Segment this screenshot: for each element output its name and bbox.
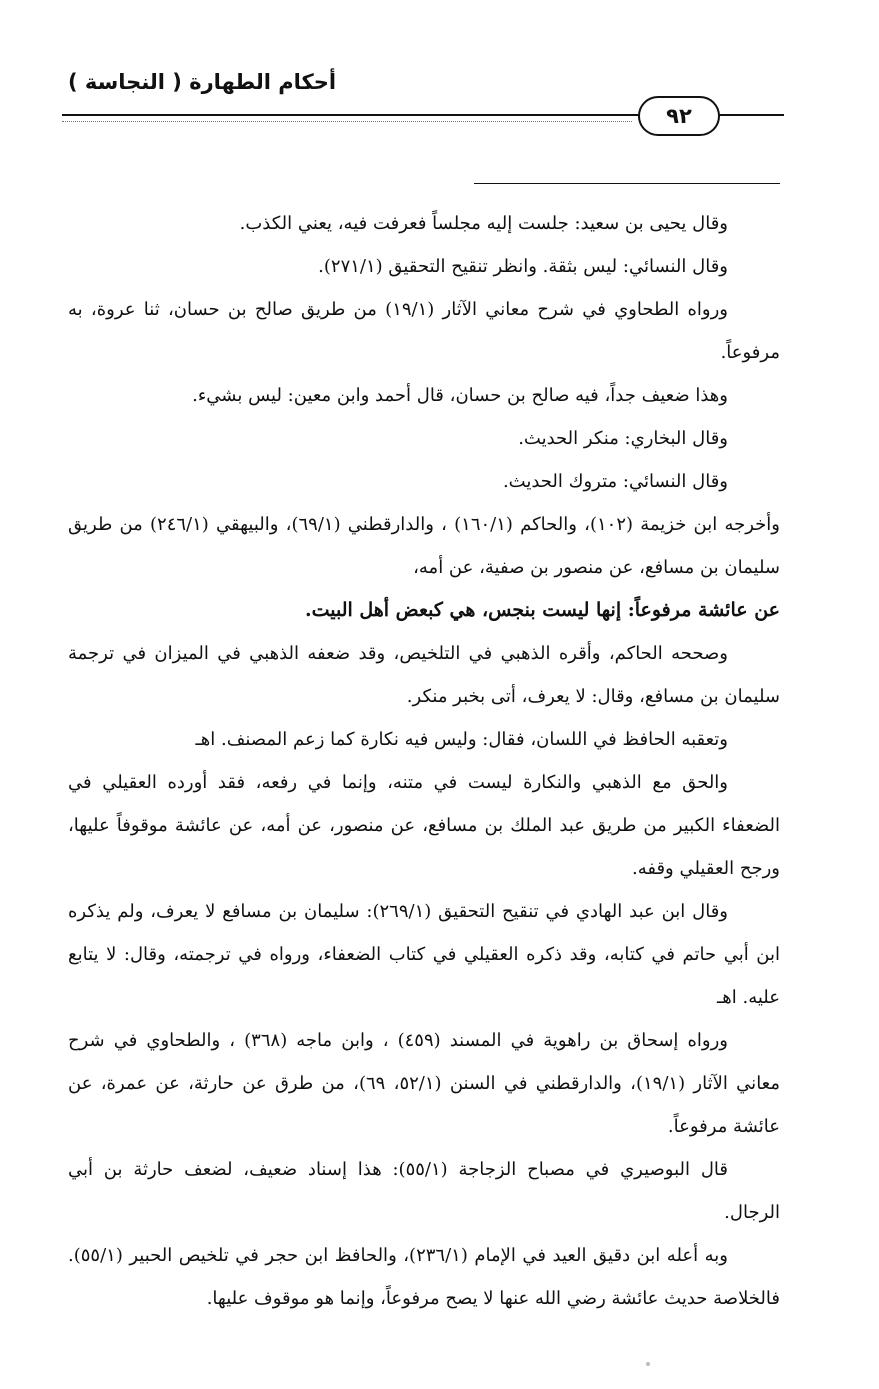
paragraph: وبه أعله ابن دقيق العيد في الإمام (٢٣٦/١)، والحافظ ابن حجر في تلخيص الحبير (٥٥/١). فالخلاصة حديث عائشة رضي الله عنها لا يصح مرفوعاً، وإنما هو موقوف عليها. <box>68 1245 780 1309</box>
hadith-text: عن عائشة مرفوعاً: إنها ليست بنجس، هي كبعض أهل البيت. <box>304 599 780 621</box>
paragraph: وقال يحيى بن سعيد: جلست إليه مجلساً فعرفت فيه، يعني الكذب. <box>239 213 728 234</box>
paragraph: وصححه الحاكم، وأقره الذهبي في التلخيص، وقد ضعفه الذهبي في الميزان في ترجمة سليمان بن مسافع، وقال: لا يعرف، أتى بخبر منكر. <box>68 643 780 707</box>
paragraph: وقال البخاري: منكر الحديث. <box>518 428 728 449</box>
paragraph: وهذا ضعيف جداً، فيه صالح بن حسان، قال أحمد وابن معين: ليس بشيء. <box>192 385 728 406</box>
paragraph: قال البوصيري في مصباح الزجاجة (٥٥/١): هذا إسناد ضعيف، لضعف حارثة بن أبي الرجال. <box>68 1159 780 1223</box>
page-number-badge: ٩٢ <box>638 96 720 136</box>
paragraph: وتعقبه الحافظ في اللسان، فقال: وليس فيه نكارة كما زعم المصنف. اهـ <box>195 729 728 750</box>
paragraph: ورواه إسحاق بن راهوية في المسند (٤٥٩) ، وابن ماجه (٣٦٨) ، والطحاوي في شرح معاني الآثار (١٩/١)، والدارقطني في السنن (٥٢/١، ٦٩)، من طرق عن حارثة، عن عمرة، عن عائشة مرفوعاً. <box>68 1030 781 1137</box>
footnote-separator <box>474 183 780 184</box>
footnote-text <box>68 202 780 1320</box>
paragraph: وقال النسائي: ليس بثقة. وانظر تنقيح التحقيق (٢٧١/١). <box>318 256 728 277</box>
header-dotted-rule <box>62 121 632 122</box>
paragraph: وقال النسائي: متروك الحديث. <box>502 471 728 492</box>
running-title: أحكام الطهارة ( النجاسة ) <box>68 70 337 94</box>
paragraph: ورواه الطحاوي في شرح معاني الآثار (١٩/١) من طريق صالح بن حسان، ثنا عروة، به مرفوعاً. <box>68 299 780 363</box>
paragraph: وقال ابن عبد الهادي في تنقيح التحقيق (٢٦٩/١): سليمان بن مسافع لا يعرف، ولم يذكره ابن أبي حاتم في كتابه، وقد ذكره العقيلي في كتاب الضعفاء، ورواه في ترجمته، وقال: لا يتابع عليه. اهـ <box>68 901 780 1008</box>
paragraph: والحق مع الذهبي والنكارة ليست في متنه، وإنما في رفعه، فقد أورده العقيلي في الضعفاء الكبير من طريق عبد الملك بن مسافع، عن منصور، عن أمه، عن عائشة موقوفاً عليها، ورجح العقيلي وقفه. <box>68 772 780 879</box>
paragraph: وأخرجه ابن خزيمة (١٠٢)، والحاكم (١٦٠/١) ، والدارقطني (٦٩/١)، والبيهقي (٢٤٦/١) من طريق سليمان بن مسافع، عن منصور بن صفية، عن أمه، <box>68 514 780 578</box>
scan-speck <box>646 1362 650 1366</box>
